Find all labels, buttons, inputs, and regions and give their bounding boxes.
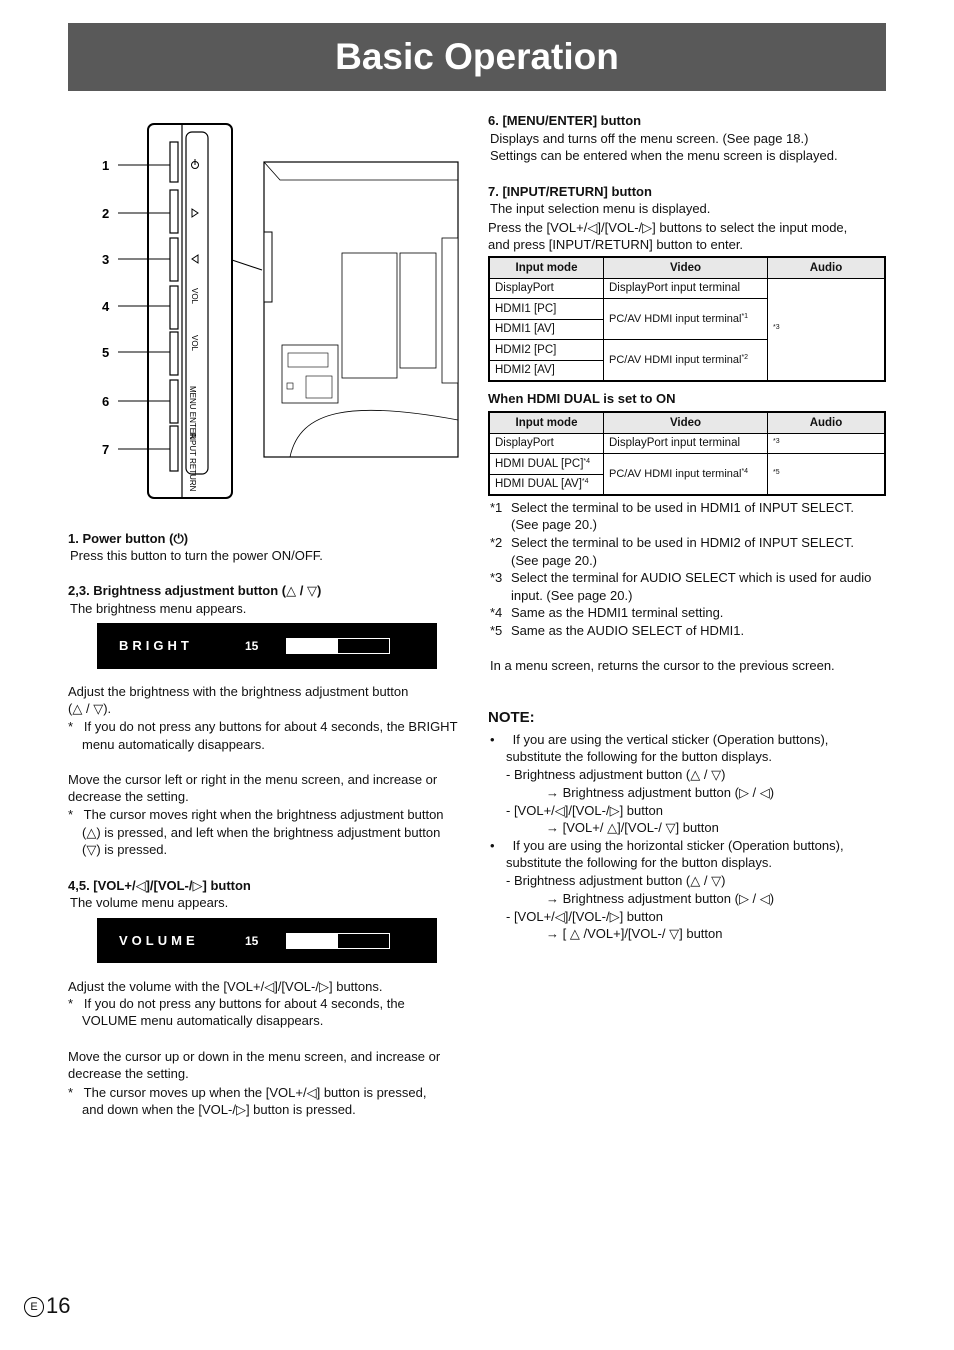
table-cell: HDMI2 [PC] <box>489 340 604 361</box>
table-cell: HDMI2 [AV] <box>489 360 604 381</box>
brightness-note1-b: menu automatically disappears. <box>82 737 265 752</box>
brightness-move-1: Move the cursor left or right in the menu screen, and increase or <box>68 772 438 787</box>
vol-minus-label: VOL <box>190 335 199 352</box>
footnote-text: (See page 20.) <box>511 553 598 568</box>
note-bullet-2: • If you are using the horizontal sticker (Operation buttons), <box>490 838 844 853</box>
table-cell: DisplayPort input terminal <box>604 433 768 454</box>
page-number: 16 <box>46 1293 71 1318</box>
table-cell: PC/AV HDMI input terminal$^{*4}$ <box>604 454 768 496</box>
table-header: Input mode <box>489 257 604 278</box>
bright-menu <box>97 623 437 669</box>
down-triangle-icon: ▽ <box>665 820 676 835</box>
note-text: → [ △ /VOL+]/[VOL-/ ▽] button <box>546 926 723 941</box>
volume-level-bar <box>286 933 390 949</box>
right-triangle-icon: ▷ <box>738 891 749 906</box>
down-triangle-icon: ▽ <box>93 701 104 716</box>
power-body: Press this button to turn the power ON/OFF. <box>70 548 323 563</box>
note-text: - [VOL+/◁]/[VOL-/▷] button <box>506 909 663 924</box>
vol-plus-label: VOL <box>190 288 199 305</box>
footnote-text: Select the terminal to be used in HDMI1 of INPUT SELECT. <box>511 500 854 515</box>
footnote-text: Select the terminal for AUDIO SELECT which is used for audio <box>511 570 872 585</box>
left-triangle-icon: ◁ <box>306 1085 317 1100</box>
brightness-note2-c: (▽) is pressed. <box>82 842 168 857</box>
right-triangle-icon: ▷ <box>318 979 329 994</box>
brightness-note1: * If you do not press any buttons for about 4 seconds, the BRIGHT <box>68 719 458 734</box>
input-mode-table <box>488 256 886 382</box>
down-triangle-icon: ▽ <box>669 926 680 941</box>
title-banner <box>68 23 886 91</box>
table-header: Video <box>604 257 768 278</box>
callout-3: 3 <box>102 252 110 267</box>
table-cell: HDMI DUAL [AV]$^{*4}$ <box>489 474 604 495</box>
right-triangle-icon: ▷ <box>738 785 749 800</box>
table-cell: DisplayPort input terminal <box>604 278 768 299</box>
note-text: substitute the following for the button displays. <box>506 749 772 764</box>
operation-buttons-diagram <box>90 120 470 505</box>
down-triangle-icon: ▽ <box>86 842 97 857</box>
callout-5: 5 <box>102 345 110 360</box>
callout-6: 6 <box>102 394 110 409</box>
note-bullet-1: • If you are using the vertical sticker (Operation buttons), <box>490 732 829 747</box>
input-return-heading: 7. [INPUT/RETURN] button <box>488 184 652 199</box>
bright-menu-label: BRIGHT <box>119 638 193 653</box>
table-cell: PC/AV HDMI input terminal$^{*1}$ <box>604 299 768 340</box>
left-triangle-icon: ◁ <box>759 785 770 800</box>
menu-enter-heading: 6. [MENU/ENTER] button <box>488 113 642 128</box>
table-row <box>489 433 885 454</box>
footnote-mark: *5 <box>490 623 503 638</box>
input-return-line1: The input selection menu is displayed. <box>490 201 711 216</box>
footnote-text: Same as the HDMI1 terminal setting. <box>511 605 724 620</box>
right-triangle-icon: ▷ <box>235 1102 246 1117</box>
note-text: → Brightness adjustment button (▷ / ◁) <box>546 891 775 906</box>
input-return-line2: Press the [VOL+/◁]/[VOL-/▷] buttons to select the input mode, <box>488 220 848 235</box>
table-cell: HDMI1 [AV] <box>489 319 604 340</box>
volume-menu-label: VOLUME <box>119 933 199 948</box>
volume-body: The volume menu appears. <box>70 895 229 910</box>
left-triangle-icon: ◁ <box>135 878 146 893</box>
note-text: - [VOL+/◁]/[VOL-/▷] button <box>506 803 663 818</box>
menu-enter-line2: Settings can be entered when the menu screen is displayed. <box>490 148 838 163</box>
table-cell: *3 <box>768 433 886 454</box>
right-triangle-icon: ▷ <box>609 803 620 818</box>
up-triangle-icon: △ <box>569 926 580 941</box>
note-heading: NOTE: <box>488 709 535 726</box>
footnote-text: input. (See page 20.) <box>511 588 633 603</box>
brightness-move-2: decrease the setting. <box>68 789 189 804</box>
callout-1: 1 <box>102 158 110 173</box>
footnote-text: Same as the AUDIO SELECT of HDMI1. <box>511 623 745 638</box>
page-title: Basic Operation <box>335 36 619 77</box>
up-triangle-icon: △ <box>86 825 97 840</box>
table-cell: PC/AV HDMI input terminal$^{*2}$ <box>604 340 768 382</box>
volume-note2: * The cursor moves up when the [VOL+/◁] button is pressed, <box>68 1085 427 1100</box>
note-text: - Brightness adjustment button (△ / ▽) <box>506 767 726 782</box>
table-cell: *3 <box>768 278 886 381</box>
brightness-body: The brightness menu appears. <box>70 601 247 616</box>
footnote-mark: *2 <box>490 535 503 550</box>
table-cell: HDMI DUAL [PC]$^{*4}$ <box>489 454 604 475</box>
language-badge: E <box>24 1297 44 1317</box>
note-text: - Brightness adjustment button (△ / ▽) <box>506 873 726 888</box>
brightness-adjust-line2: (△ / ▽). <box>68 701 112 716</box>
table-header: Audio <box>768 412 886 433</box>
right-triangle-icon: ▷ <box>642 220 653 235</box>
left-triangle-icon: ◁ <box>554 803 565 818</box>
volume-note2-b: and down when the [VOL-/▷] button is pressed. <box>82 1102 356 1117</box>
footnote-mark: *4 <box>490 605 503 620</box>
down-triangle-icon: ▽ <box>306 583 317 598</box>
volume-move-2: decrease the setting. <box>68 1066 189 1081</box>
menu-return-text: In a menu screen, returns the cursor to the previous screen. <box>490 658 835 673</box>
up-triangle-icon: △ <box>690 767 701 782</box>
note-text: → Brightness adjustment button (▷ / ◁) <box>546 785 775 800</box>
left-triangle-icon: ◁ <box>264 979 275 994</box>
volume-menu-value: 15 <box>245 934 259 948</box>
callout-2: 2 <box>102 206 110 221</box>
volume-heading: 4,5. [VOL+/◁]/[VOL-/▷] button <box>68 878 251 893</box>
left-triangle-icon: ◁ <box>759 891 770 906</box>
callout-4: 4 <box>102 299 110 314</box>
left-triangle-icon: ◁ <box>554 909 565 924</box>
table-header: Audio <box>768 257 886 278</box>
table-cell: DisplayPort <box>489 278 604 299</box>
menu-enter-label: MENU ENTER <box>188 386 197 439</box>
footnote-mark: *1 <box>490 500 503 515</box>
volume-note1-b: VOLUME menu automatically disappears. <box>82 1013 324 1028</box>
right-triangle-icon: ▷ <box>609 909 620 924</box>
brightness-heading: 2,3. Brightness adjustment button (△ / ▽) <box>68 583 322 598</box>
hdmi-dual-table <box>488 411 886 496</box>
volume-adjust-line: Adjust the volume with the [VOL+/◁]/[VOL-/▷] buttons. <box>68 979 383 994</box>
table-cell: HDMI1 [PC] <box>489 299 604 320</box>
input-return-line3: and press [INPUT/RETURN] button to enter. <box>488 237 744 252</box>
power-icon: ⏻ <box>173 531 184 546</box>
bright-menu-value: 15 <box>245 639 259 653</box>
right-triangle-icon: ▷ <box>192 878 203 893</box>
brightness-note2-b: (△) is pressed, and left when the brightness adjustment button <box>82 825 441 840</box>
table-header: Video <box>604 412 768 433</box>
footnote-mark: *3 <box>490 570 503 585</box>
volume-move-1: Move the cursor up or down in the menu screen, and increase or <box>68 1049 441 1064</box>
footnote-text: (See page 20.) <box>511 517 598 532</box>
table-header: Input mode <box>489 412 604 433</box>
bright-level-bar <box>286 638 390 654</box>
left-triangle-icon: ◁ <box>587 220 598 235</box>
brightness-note2: * The cursor moves right when the brightness adjustment button <box>68 807 444 822</box>
table-row <box>489 454 885 475</box>
volume-menu <box>97 918 437 963</box>
down-triangle-icon: ▽ <box>711 873 722 888</box>
table-row <box>489 278 885 299</box>
hdmi-dual-heading: When HDMI DUAL is set to ON <box>488 391 676 406</box>
power-heading: 1. Power button (⏻) <box>68 531 189 546</box>
up-triangle-icon: △ <box>286 583 297 598</box>
footnote-text: Select the terminal to be used in HDMI2 of INPUT SELECT. <box>511 535 854 550</box>
up-triangle-icon: △ <box>607 820 618 835</box>
input-return-label: INPUT RETURN <box>188 432 197 492</box>
note-text: → [VOL+/ △]/[VOL-/ ▽] button <box>546 820 719 835</box>
table-cell: DisplayPort <box>489 433 604 454</box>
callout-7: 7 <box>102 442 110 457</box>
up-triangle-icon: △ <box>690 873 701 888</box>
volume-note1: * If you do not press any buttons for about 4 seconds, the <box>68 996 405 1011</box>
down-triangle-icon: ▽ <box>711 767 722 782</box>
menu-enter-line1: Displays and turns off the menu screen. (See page 18.) <box>490 131 809 146</box>
brightness-adjust-line1: Adjust the brightness with the brightness adjustment button <box>68 684 409 699</box>
up-triangle-icon: △ <box>72 701 83 716</box>
note-text: substitute the following for the button displays. <box>506 855 772 870</box>
table-cell: *5 <box>768 454 886 496</box>
